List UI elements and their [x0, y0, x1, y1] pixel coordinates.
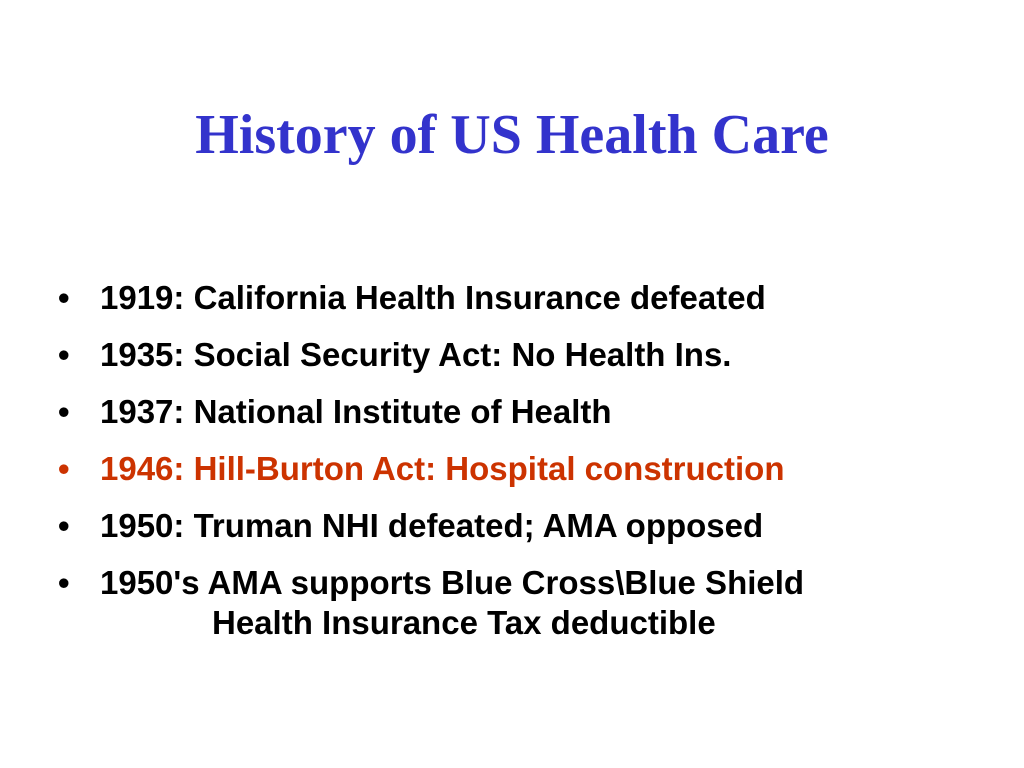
- bullet-icon: •: [58, 336, 70, 373]
- bullet-icon: •: [58, 393, 70, 430]
- bullet-icon: •: [58, 279, 70, 316]
- bullet-icon: •: [58, 450, 70, 487]
- bullet-list: [58, 278, 998, 660]
- bullet-text: 1950: Truman NHI defeated; AMA opposed: [100, 507, 764, 544]
- bullet-icon: •: [58, 564, 70, 601]
- bullet-text: 1950's AMA supports Blue Cross\Blue Shield: [100, 564, 805, 601]
- bullet-item: [58, 449, 998, 489]
- bullet-item: [58, 392, 998, 432]
- slide-title: History of US Health Care: [195, 104, 829, 166]
- bullet-text-continuation: Health Insurance Tax deductible: [212, 604, 716, 641]
- bullet-item: [58, 563, 998, 643]
- bullet-text: 1919: California Health Insurance defeated: [100, 279, 766, 316]
- bullet-item: [58, 335, 998, 375]
- bullet-text: 1935: Social Security Act: No Health Ins.: [100, 336, 732, 373]
- bullet-item: [58, 278, 998, 318]
- bullet-text: 1937: National Institute of Health: [100, 393, 612, 430]
- bullet-icon: •: [58, 507, 70, 544]
- bullet-item: [58, 506, 998, 546]
- bullet-text: 1946: Hill-Burton Act: Hospital construction: [100, 450, 785, 487]
